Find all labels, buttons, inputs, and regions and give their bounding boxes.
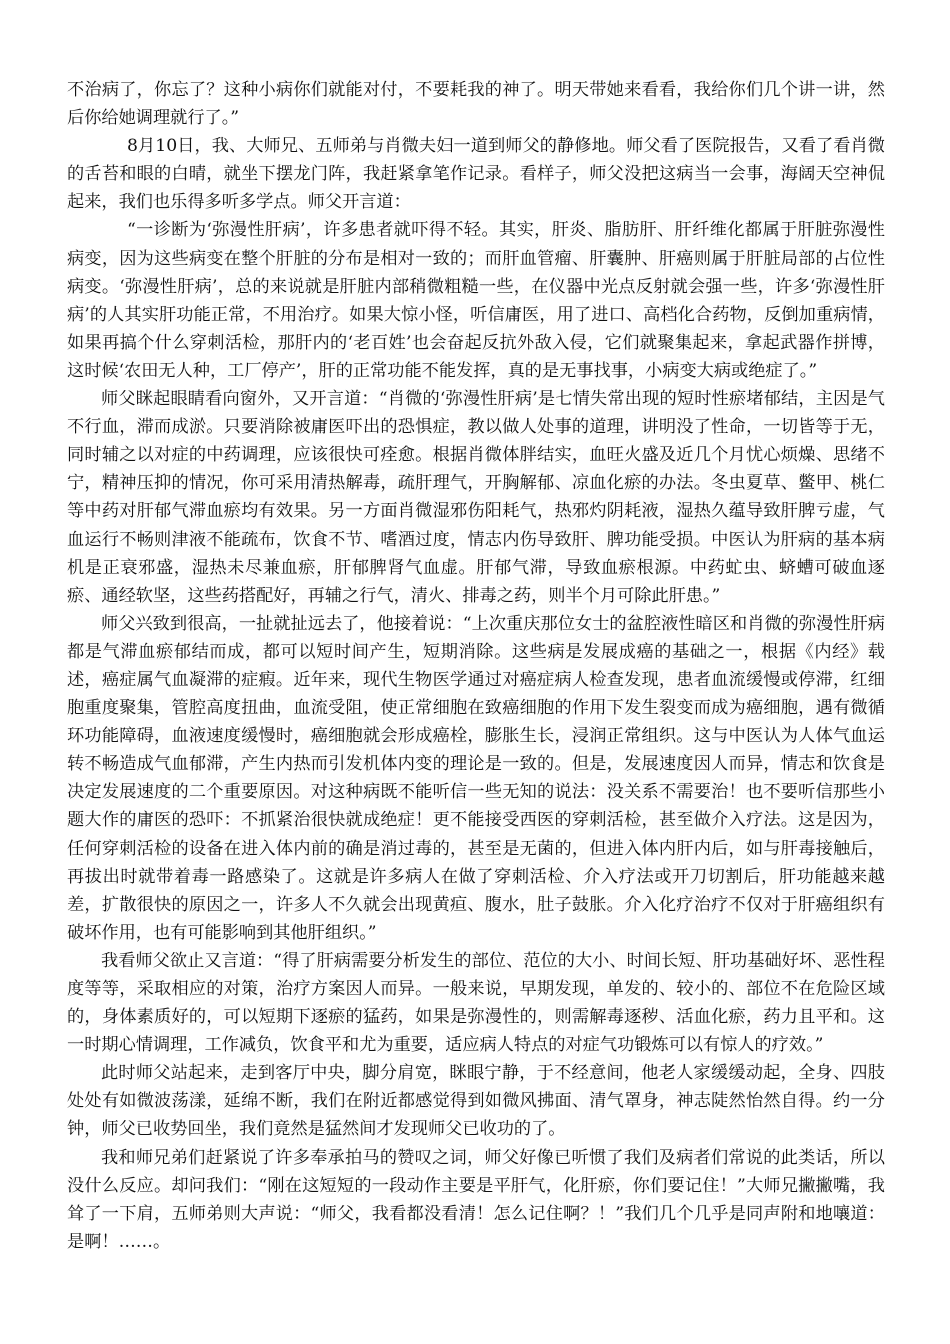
paragraph-1: 不治病了，你忘了？这种小病你们就能对付，不要耗我的神了。明天带她来看看，我给你们几个讲一讲，然后你给她调理就行了。” — [67, 80, 885, 129]
paragraph-7: 此时师父站起来，走到客厅中央，脚分肩宽，眯眼宁静，于不经意间，他老人家缓缓动起，全身、四肢处处有如微波荡漾，延绵不断，我们在附近都感觉得到如微风拂面、清气罩身，神志陡然怡然自得。约一分钟，师父已收势回坐，我们竟然是猛然间才发现师父已收功的了。 — [67, 1063, 885, 1140]
document-page — [67, 76, 885, 1256]
paragraph-2: 8月10日，我、大师兄、五师弟与肖微夫妇一道到师父的静修地。师父看了医院报告，又看了看肖微的舌苔和眼的白晴，就坐下摆龙门阵，我赶紧拿笔作记录。看样子，师父没把这病当一会事，海阔天空神侃起来，我们也乐得多听多学点。师父开言道： — [67, 136, 885, 213]
paragraph-4: 师父眯起眼睛看向窗外，又开言道：“肖微的‘弥漫性肝病’是七情失常出现的短时性瘀堵郁结，主因是气不行血，滞而成淤。只要消除被庸医吓出的恐惧症，教以做人处事的道理，讲明没了性命，一切皆等于无，同时辅之以对症的中药调理，应该很快可痊愈。根据肖微体胖结实，血旺火盛及近几个月忧心烦燥、思绪不宁，精神压抑的情况，你可采用清热解毒，疏肝理气，开胸解郁、凉血化瘀的办法。冬虫夏草、鳖甲、桃仁等中药对肝郁气滞血瘀均有效果。另一方面肖微湿邪伤阳耗气，热邪灼阴耗液，湿热久蕴导致肝脾亏虚，气血运行不畅则津液不能疏布，饮食不节、嗜酒过度，情志内伤导致肝、脾功能受损。中医认为肝病的基本病机是正衰邪盛，湿热未尽兼血瘀，肝郁脾肾气血虚。肝郁气滞，导致血瘀根源。中药虻虫、蛴螬可破血逐瘀、通经软坚，这些药搭配好，再辅之行气，清火、排毒之药，则半个月可除此肝患。” — [67, 389, 885, 606]
paragraph-6: 我看师父欲止又言道：“得了肝病需要分析发生的部位、范位的大小、时间长短、肝功基础好坏、恶性程度等等，采取相应的对策，治疗方案因人而异。一般来说，早期发现，单发的、较小的、部位不在危险区域的，身体素质好的，可以短期下逐瘀的猛药，如果是弥漫性的，则需解毒逐秽、活血化瘀，药力且平和。这一时期心情调理，工作减负，饮食平和尤为重要，适应病人特点的对症气功锻炼可以有惊人的疗效。” — [67, 950, 885, 1056]
paragraph-3-quote: “一诊断为‘弥漫性肝病’，许多患者就吓得不轻。其实，肝炎、脂肪肝、肝纤维化都属于肝脏弥漫性病变，因为这些病变在整个肝脏的分布是相对一致的；而肝血管瘤、肝囊肿、肝癌则属于肝脏局部的占位性病变。‘弥漫性肝病’，总的来说就是肝脏内部稍微粗糙一些，在仪器中光点反射就会强一些，许多‘弥漫性肝病’的人其实肝功能正常，不用治疗。如果大惊小怪，听信庸医，用了进口、高档化合药物，反倒加重病情，如果再搞个什么穿刺活检，那肝内的‘老百姓’也会奋起反抗外敌入侵，它们就聚集起来，拿起武器作拼博，这时候‘农田无人种，工厂停产’，肝的正常功能不能发挥，真的是无事找事，小病变大病或绝症了。” — [67, 220, 885, 381]
paragraph-5: 师父兴致到很高，一扯就扯远去了，他接着说：“上次重庆那位女士的盆腔液性暗区和肖微的弥漫性肝病都是气滞血瘀郁结而成，都可以短时间产生，短期消除。这些病是发展成癌的基础之一，根据《内经》载述，癌症属气血凝滞的症瘕。近年来，现代生物医学通过对癌症病人检查发现，患者血流缓慢或停滞，红细胞重度聚集，管腔高度扭曲，血流受阻，使正常细胞在致癌细胞的作用下发生裂变而成为癌细胞，遇有微循环功能障碍，血液速度缓慢时，癌细胞就会形成癌栓，膨胀生长，浸润正常组织。这与中医认为人体气血运转不畅造成气血郁滞，产生内热而引发机体内变的理论是一致的。但是，发展速度因人而异，情志和饮食是决定发展速度的二个重要原因。对这种病既不能听信一些无知的说法：没关系不需要治！也不要听信那些小题大作的庸医的恐吓：不抓紧治很快就成绝症！更不能接受西医的穿刺活检，甚至做介入疗法。这是因为，任何穿刺活检的设备在进入体内前的确是消过毒的，甚至是无菌的，但进入体内肝内后，如与肝毒接触后，再拔出时就带着毒一路感染了。这就是许多病人在做了穿刺活检、介入疗法或开刀切割后，肝功能越来越差，扩散很快的原因之一，许多人不久就会出现黄疸、腹水，肚子鼓胀。介入化疗治疗不仅对于肝癌组织有破坏作用，也有可能影响到其他肝组织。” — [67, 613, 885, 943]
paragraph-8: 我和师兄弟们赶紧说了许多奉承拍马的赞叹之词，师父好像已听惯了我们及病者们常说的此类话，所以没什么反应。却问我们：“刚在这短短的一段动作主要是平肝气，化肝瘀，你们要记住！”大师兄撇撇嘴，我耸了一下肩，五师弟则大声说：“师父，我看都没看清！怎么记住啊？！”我们几个几乎是同声附和地嚷道：是啊！……。 — [67, 1147, 885, 1252]
